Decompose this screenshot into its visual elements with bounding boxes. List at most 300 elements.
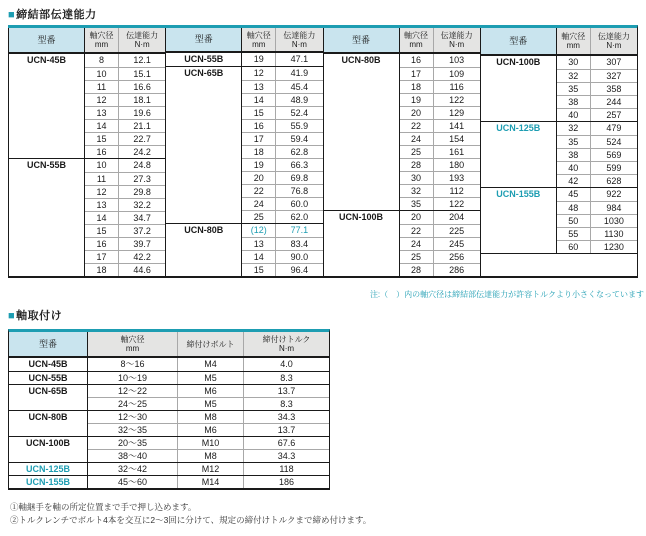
model-block	[166, 223, 322, 276]
table-row	[9, 475, 329, 488]
capacity-column-header: 伝達能力 N·m	[119, 28, 165, 52]
capacity-value: 22.7	[133, 134, 151, 144]
model-rows	[557, 56, 637, 121]
bore-column-header: 軸穴径 mm	[88, 332, 178, 356]
data-row	[242, 171, 322, 184]
bore-value: 17	[242, 133, 276, 145]
capacity-value: 34.7	[133, 213, 151, 223]
model-column-header: 型番	[9, 28, 85, 52]
capacity-value: 122	[449, 199, 465, 209]
bore-range-cell: 45～60	[88, 476, 178, 488]
capacity-value: 141	[449, 121, 465, 131]
model-cell	[481, 56, 557, 121]
bore-value: 24	[400, 133, 434, 145]
bore-value: 12	[85, 186, 119, 198]
model-name: UCN-100B	[338, 212, 383, 222]
mounting-notes	[10, 501, 371, 527]
data-row	[242, 119, 322, 132]
model-name: UCN-125B	[496, 123, 541, 133]
bore-value: 18	[85, 264, 119, 276]
bolt-size-cell: M5	[178, 397, 244, 410]
capacity-value: 55.9	[290, 121, 309, 131]
torque-cell: 186	[278, 477, 295, 487]
model-name: UCN-155B	[496, 189, 541, 199]
capacity-value: 154	[449, 134, 465, 144]
capacity-value: 24.2	[133, 147, 151, 157]
mounting-note-line: ②トルクレンチでボルト4本を交互に2～3回に分けて、規定の締付けトルクまで締め付けます。	[10, 515, 372, 525]
bore-value: 12	[242, 67, 276, 80]
model-cell: UCN-125B	[9, 463, 88, 475]
bore-value: 25	[400, 251, 434, 263]
model-rows	[400, 211, 480, 276]
data-row	[400, 93, 480, 106]
bore-value: 13	[85, 199, 119, 211]
data-row	[557, 122, 637, 135]
bore-value: 10	[85, 159, 119, 172]
data-row	[85, 67, 165, 80]
capacity-column-header: 伝達能力 N·m	[276, 28, 322, 51]
model-rows	[85, 159, 165, 276]
model-column-header: 型番	[166, 28, 242, 51]
model-cell: UCN-45B	[9, 358, 88, 371]
data-row	[400, 106, 480, 119]
data-row	[557, 240, 637, 253]
bolt-size-cell: M14	[178, 476, 244, 488]
capacity-value: 32.2	[133, 200, 151, 210]
shaft-mounting-table	[8, 329, 330, 490]
bore-column-header: 軸穴径 mm	[85, 28, 119, 52]
model-cell	[481, 122, 557, 187]
capacity-value: 15.1	[133, 69, 151, 79]
data-row	[85, 224, 165, 237]
capacity-value: 116	[449, 82, 464, 92]
data-row	[85, 211, 165, 224]
capacity-value: 327	[606, 71, 622, 81]
bore-value: 12	[85, 94, 119, 106]
model-cell	[9, 449, 88, 462]
torque-cell: 13.7	[277, 386, 296, 396]
data-row	[400, 132, 480, 145]
data-row	[400, 224, 480, 237]
model-cell	[324, 54, 400, 210]
data-row	[85, 93, 165, 106]
data-row	[242, 158, 322, 171]
model-rows	[557, 188, 637, 253]
data-row	[85, 263, 165, 276]
data-row	[85, 119, 165, 132]
capacity-value: 47.1	[290, 54, 309, 64]
data-row	[557, 108, 637, 121]
model-name: UCN-55B	[184, 54, 224, 64]
section-marker-icon: ■	[8, 310, 16, 322]
data-row	[557, 188, 637, 201]
bore-value: 22	[242, 185, 276, 197]
bore-value: 22	[400, 120, 434, 132]
data-row	[85, 159, 165, 172]
bore-value: 40	[557, 109, 591, 121]
bolt-size-cell: M5	[178, 372, 244, 384]
table-row	[9, 384, 329, 397]
model-name: UCN-65B	[184, 68, 224, 78]
model-name: UCN-80B	[341, 55, 381, 65]
section-title-capacity	[8, 6, 97, 22]
model-cell	[9, 423, 88, 436]
bore-range-cell: 12～22	[88, 385, 178, 397]
torque-cell: 8.3	[244, 397, 329, 410]
capacity-value: 180	[449, 160, 465, 170]
bore-value: 35	[400, 198, 434, 210]
table-row	[9, 423, 329, 436]
bore-value: 16	[85, 146, 119, 158]
data-row	[400, 263, 480, 276]
model-name: UCN-55B	[26, 160, 66, 170]
bore-value: 18	[400, 81, 434, 93]
section-title-mounting-text: 軸取付け	[16, 310, 63, 322]
bore-value: 38	[557, 96, 591, 108]
capacity-value: 1030	[603, 216, 624, 226]
capacity-column-header: 伝達能力 N·m	[591, 28, 637, 54]
data-row	[400, 197, 480, 210]
capacity-value: 16.6	[133, 82, 151, 92]
data-row	[85, 198, 165, 211]
capacity-value: 112	[449, 186, 464, 196]
capacity-value: 45.4	[290, 82, 309, 92]
data-row	[400, 158, 480, 171]
model-cell	[166, 67, 242, 223]
capacity-value: 76.8	[290, 186, 309, 196]
model-cell	[324, 211, 400, 276]
bore-value: 35	[557, 83, 591, 95]
capacity-value: 62.8	[290, 147, 309, 157]
model-rows	[557, 122, 637, 187]
model-name: UCN-45B	[26, 55, 66, 65]
bore-value: 42	[557, 175, 591, 187]
model-cell: UCN-65B	[9, 385, 88, 397]
bore-value: (12)	[242, 224, 276, 237]
bore-value: 45	[557, 188, 591, 201]
bore-value: 15	[85, 133, 119, 145]
capacity-value: 59.4	[290, 134, 309, 144]
model-cell	[166, 224, 242, 276]
data-row	[85, 54, 165, 67]
bore-value: 38	[557, 149, 591, 161]
capacity-value: 18.1	[133, 95, 151, 105]
table-row	[9, 436, 329, 449]
table-row	[9, 397, 329, 410]
capacity-value: 44.6	[133, 265, 151, 275]
capacity-value: 1130	[604, 229, 624, 239]
bore-column-header: 軸穴径 mm	[400, 28, 434, 52]
capacity-value: 66.3	[290, 160, 309, 170]
capacity-value: 83.4	[290, 239, 309, 249]
data-row	[400, 250, 480, 263]
capacity-column-group	[8, 28, 165, 276]
capacity-value: 42.2	[133, 252, 151, 262]
bore-value: 15	[242, 107, 276, 119]
bore-value: 30	[557, 56, 591, 69]
data-row	[557, 161, 637, 174]
bolt-size-cell: M6	[178, 423, 244, 436]
model-block	[166, 66, 322, 223]
bore-value: 16	[242, 120, 276, 132]
section-title-mounting	[8, 307, 62, 323]
bore-value: 25	[242, 211, 276, 223]
data-row	[242, 132, 322, 145]
data-row	[557, 174, 637, 187]
bore-value: 15	[242, 264, 276, 276]
torque-cell: 13.7	[244, 423, 329, 436]
data-row	[85, 80, 165, 93]
data-row	[557, 135, 637, 148]
capacity-value: 984	[606, 203, 622, 213]
bore-value: 19	[400, 94, 434, 106]
data-row	[85, 250, 165, 263]
bore-value: 24	[400, 238, 434, 250]
capacity-value: 69.8	[290, 173, 309, 183]
bore-value: 17	[400, 68, 434, 80]
table-row	[9, 358, 329, 371]
model-cell	[9, 159, 85, 276]
column-headers	[481, 28, 637, 56]
data-row	[242, 53, 322, 66]
data-row	[242, 197, 322, 210]
capacity-value: 599	[606, 163, 622, 173]
data-row	[400, 237, 480, 250]
bore-value: 35	[557, 136, 591, 148]
mounting-table-header	[9, 332, 329, 358]
capacity-value: 103	[449, 55, 465, 65]
capacity-value: 62.0	[290, 212, 309, 222]
data-row	[242, 224, 322, 237]
capacity-value: 524	[606, 137, 622, 147]
bore-value: 14	[85, 120, 119, 132]
bore-value: 24	[242, 198, 276, 210]
bore-value: 14	[85, 212, 119, 224]
data-row	[400, 119, 480, 132]
data-row	[85, 106, 165, 119]
data-row	[85, 185, 165, 198]
capacity-value: 569	[606, 150, 622, 160]
bolt-size-cell: M8	[178, 449, 244, 462]
capacity-value: 307	[606, 57, 622, 67]
data-row	[557, 56, 637, 69]
bore-value: 22	[400, 225, 434, 237]
bolt-size-cell: M4	[178, 358, 244, 371]
capacity-value: 257	[606, 110, 622, 120]
data-row	[242, 210, 322, 223]
data-row	[400, 54, 480, 67]
model-cell	[481, 188, 557, 253]
capacity-value: 204	[449, 212, 465, 222]
section-marker-icon: ■	[8, 9, 16, 21]
bore-value: 32	[557, 70, 591, 82]
column-headers	[324, 28, 480, 54]
capacity-value: 24.8	[133, 160, 151, 170]
capacity-value: 256	[449, 252, 465, 262]
bore-value: 28	[400, 264, 434, 276]
data-row	[242, 145, 322, 158]
empty-area	[481, 253, 637, 276]
section-title-capacity-text: 締結部伝達能力	[16, 9, 97, 21]
bore-value: 17	[85, 251, 119, 263]
column-headers	[166, 28, 322, 53]
torque-cell: 34.3	[244, 449, 329, 462]
model-block	[481, 187, 637, 253]
bore-value: 16	[400, 54, 434, 67]
bore-range-cell: 32～42	[88, 463, 178, 475]
data-row	[557, 69, 637, 82]
data-row	[400, 211, 480, 224]
model-block	[166, 53, 322, 66]
data-row	[85, 145, 165, 158]
bore-value: 50	[557, 215, 591, 227]
table-row	[9, 371, 329, 384]
model-rows	[242, 67, 322, 223]
bore-value: 8	[85, 54, 119, 67]
capacity-value: 1230	[603, 242, 624, 252]
bore-value: 32	[400, 185, 434, 197]
torque-cell: 118	[279, 464, 294, 474]
model-name: UCN-80B	[184, 225, 224, 235]
model-cell: UCN-55B	[9, 372, 88, 384]
torque-cell: 67.6	[277, 438, 296, 448]
data-row	[400, 145, 480, 158]
model-column-header: 型番	[9, 332, 88, 356]
capacity-value: 60.0	[290, 199, 309, 209]
capacity-value: 193	[449, 173, 465, 183]
capacity-value: 358	[606, 84, 622, 94]
torque-column-header: 締付けトルク N·m	[244, 332, 329, 356]
capacity-value: 225	[449, 226, 465, 236]
bore-value: 16	[85, 238, 119, 250]
capacity-column-group	[323, 28, 480, 276]
table-row	[9, 462, 329, 475]
data-row	[400, 184, 480, 197]
model-block	[324, 54, 480, 210]
data-row	[557, 148, 637, 161]
bore-range-cell: 24～25	[88, 397, 178, 410]
transmission-capacity-table	[8, 25, 638, 278]
bore-value: 20	[242, 172, 276, 184]
bore-value: 40	[557, 162, 591, 174]
bore-range-cell: 38～40	[88, 449, 178, 462]
capacity-value: 109	[449, 69, 465, 79]
capacity-value: 479	[606, 123, 622, 133]
mounting-note-line: ①軸継手を軸の所定位置まで手で押し込めます。	[10, 502, 197, 512]
capacity-value: 19.6	[133, 108, 151, 118]
bolt-size-cell: M6	[178, 385, 244, 397]
table-row	[9, 410, 329, 423]
bore-value: 13	[242, 238, 276, 250]
capacity-value: 39.7	[133, 239, 151, 249]
table-row	[9, 449, 329, 462]
model-block	[9, 158, 165, 276]
capacity-value: 48.9	[290, 95, 309, 105]
model-name: UCN-100B	[496, 57, 541, 67]
data-row	[242, 67, 322, 80]
capacity-value: 21.1	[133, 121, 151, 131]
data-row	[242, 93, 322, 106]
data-row	[557, 82, 637, 95]
capacity-value: 922	[606, 189, 622, 199]
data-row	[557, 227, 637, 240]
capacity-value: 628	[606, 176, 622, 186]
bore-value: 60	[557, 241, 591, 253]
capacity-column-group	[165, 28, 322, 276]
capacity-value: 29.8	[133, 187, 151, 197]
bolt-size-cell: M10	[178, 437, 244, 449]
capacity-value: 122	[449, 95, 465, 105]
bolt-size-cell: M8	[178, 411, 244, 423]
data-row	[242, 80, 322, 93]
capacity-value: 27.3	[133, 174, 151, 184]
model-cell: UCN-155B	[9, 476, 88, 488]
capacity-value: 161	[449, 147, 465, 157]
data-row	[85, 237, 165, 250]
capacity-table-note: 注:（ ）内の軸穴径は締結部伝達能力が許容トルクより小さくなっています	[369, 290, 644, 299]
bore-range-cell: 32～35	[88, 423, 178, 436]
data-row	[242, 250, 322, 263]
bore-value: 18	[242, 146, 276, 158]
capacity-value: 245	[449, 239, 465, 249]
bore-value: 13	[85, 107, 119, 119]
model-rows	[400, 54, 480, 210]
column-headers	[9, 28, 165, 54]
model-block	[324, 210, 480, 276]
capacity-value: 90.0	[290, 252, 309, 262]
bore-value: 55	[557, 228, 591, 240]
mounting-table-body	[9, 358, 329, 488]
torque-cell: 8.3	[280, 373, 293, 383]
model-cell	[166, 53, 242, 66]
bore-range-cell: 20～35	[88, 437, 178, 449]
data-row	[242, 237, 322, 250]
bore-column-header: 軸穴径 mm	[557, 28, 591, 54]
capacity-value: 37.2	[133, 226, 151, 236]
data-row	[242, 184, 322, 197]
capacity-column-header: 伝達能力 N·m	[434, 28, 480, 52]
bore-value: 48	[557, 202, 591, 214]
data-row	[400, 80, 480, 93]
bolt-size-cell: M12	[178, 463, 244, 475]
data-row	[400, 171, 480, 184]
bore-value: 28	[400, 159, 434, 171]
data-row	[557, 214, 637, 227]
bore-value: 15	[85, 225, 119, 237]
model-block	[481, 121, 637, 187]
capacity-value: 244	[606, 97, 622, 107]
bore-value: 25	[400, 146, 434, 158]
bore-value: 14	[242, 94, 276, 106]
capacity-value: 52.4	[290, 108, 309, 118]
bore-value: 14	[242, 251, 276, 263]
capacity-value: 286	[449, 265, 465, 275]
capacity-value: 129	[449, 108, 465, 118]
data-row	[400, 67, 480, 80]
data-row	[85, 132, 165, 145]
bore-range-cell: 10～19	[88, 372, 178, 384]
capacity-value: 12.1	[133, 55, 151, 65]
model-column-header: 型番	[324, 28, 400, 52]
model-rows	[242, 53, 322, 66]
model-rows	[85, 54, 165, 158]
bore-value: 20	[400, 211, 434, 224]
bore-value: 32	[557, 122, 591, 135]
torque-cell: 34.3	[277, 412, 296, 422]
bore-value: 30	[400, 172, 434, 184]
capacity-value: 41.9	[290, 68, 309, 78]
bore-value: 20	[400, 107, 434, 119]
